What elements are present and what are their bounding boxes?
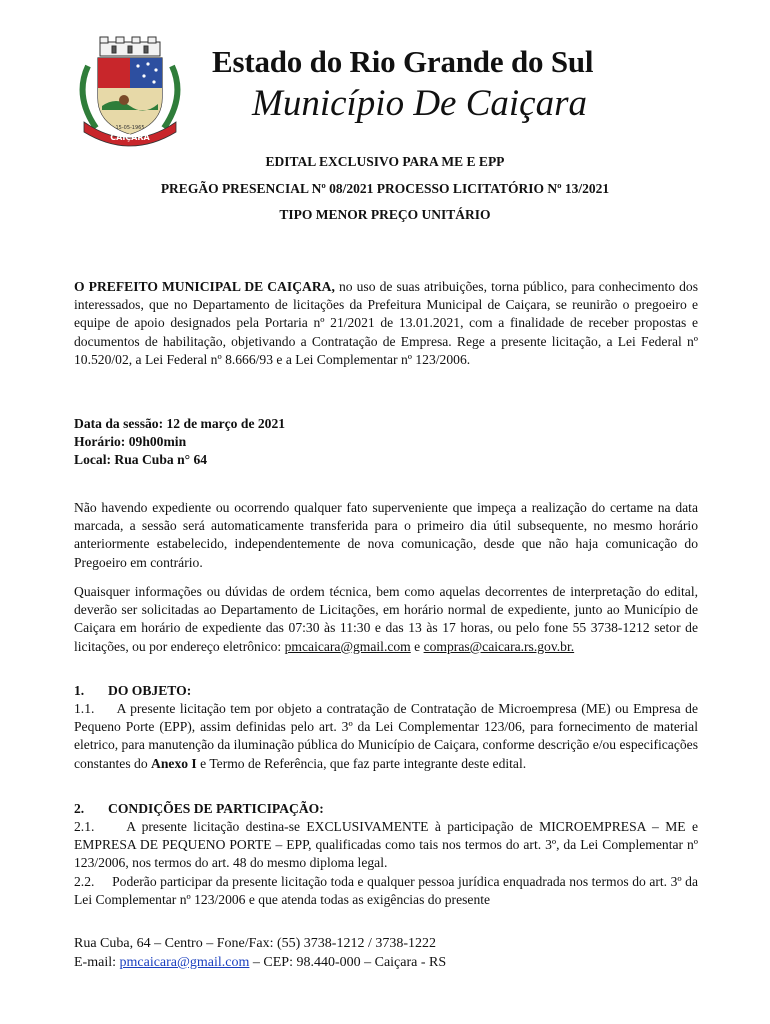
info-paragraph [74,583,698,656]
section-1-heading [74,683,191,699]
footer-contact-line [74,953,446,972]
edital-title: EDITAL EXCLUSIVO PARA ME E EPP [265,154,505,169]
info-joiner: e [410,638,424,654]
section-1-number: 1. [74,683,85,698]
footer-cep: – CEP: 98.440-000 – Caiçara - RS [249,955,447,970]
footer-email-link[interactable]: pmcaicara@gmail.com [119,955,250,970]
crest-ribbon-text: CAIÇARA [110,133,150,142]
footer-address: Rua Cuba, 64 – Centro – Fone/Fax: (55) 3738-1212 / 3738-1222 [74,936,437,951]
section-1-paragraph [74,700,698,773]
intro-text: no uso de suas atribuições, torna público, para conhecimento dos interessados, que no Departamento de licitações da Prefeitura Municipal de Caiçara, se reunirão o pregoeiro e equipe de apoio designados pela Portaria nº 21/2021 de 13.01.2021, com a finalidade de receber propostas e documentos de habilitação, objetivando a Contratação de Empresa. Rege a presente licitação, a Lei Federal nº 10.520/02, a Lei Federal nº 8.666/93 e a Lei Complementar nº 123/2006. [74,279,698,367]
footer-email-label: E-mail: [74,955,120,970]
session-details [74,415,285,470]
tipo-title: TIPO MENOR PREÇO UNITÁRIO [279,207,491,222]
intro-paragraph [74,278,698,369]
section-2-number: 2. [74,801,85,816]
info-text: Quaisquer informações ou dúvidas de ordem técnica, bem como aquelas decorrentes de interpretação do edital, deverão ser solicitadas ao Departamento de Licitações, em horário normal de expediente, junto ao Município de Caiçara em horário de expediente das 07:30 às 11:30 e das 13 às 17 horas, ou pelo fone 55 3738-1212 setor de licitações, ou por endereço eletrônico: [74,584,698,654]
session-place: Local: Rua Cuba n° 64 [74,452,208,468]
intro-bold-lead: O PREFEITO MUNICIPAL DE CAIÇARA, [74,279,335,294]
session-time: Horário: 09h00min [74,434,187,450]
section-2-title: CONDIÇÕES DE PARTICIPAÇÃO: [108,801,324,816]
page-footer [74,934,446,972]
notice-paragraph: Não havendo expediente ou ocorrendo qualquer fato superveniente que impeça a realização do certame na data marcada, a sessão será automaticamente transferida para o primeiro dia útil subsequente, no mesmo horário anteriormente estabelecido, independentemente de nova comunicação, desde que não haja comunicação do Pregoeiro em contrário. [74,500,698,570]
section-2-paragraph-1: 2.1. A presente licitação destina-se EXCLUSIVAMENTE à participação de MICROEMPRESA – ME e EMPRESA DE PEQUENO PORTE – EPP, qualificadas como tais nos termos do art. 3º, da Lei Complementar nº 123/2006, nos termos do art. 48 do mesmo diploma legal. [74,819,698,871]
municipality-heading: Município De Caiçara [252,83,588,124]
session-date: Data da sessão: 12 de março de 2021 [74,416,286,431]
section-2-heading [74,801,324,817]
email-link-pmcaicara[interactable]: pmcaicara@gmail.com [284,638,411,654]
section-1-text-pre: 1.1. A presente licitação tem por objeto a contratação de Contratação de Microempresa (ME) ou Empresa de Pequeno Porte (EPP), assim definidas pelo art. 3º da Lei Complementar 123/06, para fornecimento de material eletrico, para manutenção da iluminação pública do Município de Caiçara, conforme descrição e/ou especificações constantes do [74,701,698,771]
email-link-compras[interactable]: compras@caicara.rs.gov.br. [423,638,575,654]
section-1-annex-bold: Anexo I [151,755,197,771]
crest-date-text: 15-05-1965 [115,125,145,131]
section-2-paragraph-2: 2.2. Poderão participar da presente licitação toda e qualquer pessoa jurídica enquadrada nos termos do art. 3º da Lei Complementar nº 123/2006 e que atenda todas as exigências do presente [74,874,698,908]
section-1-text-post: e Termo de Referência, que faz parte integrante deste edital. [196,755,527,771]
section-1-title: DO OBJETO: [108,683,192,698]
municipal-crest-icon [66,36,194,148]
state-heading: Estado do Rio Grande do Sul [212,44,594,79]
pregao-title: PREGÃO PRESENCIAL Nº 08/2021 PROCESSO LICITATÓRIO Nº 13/2021 [160,181,610,196]
